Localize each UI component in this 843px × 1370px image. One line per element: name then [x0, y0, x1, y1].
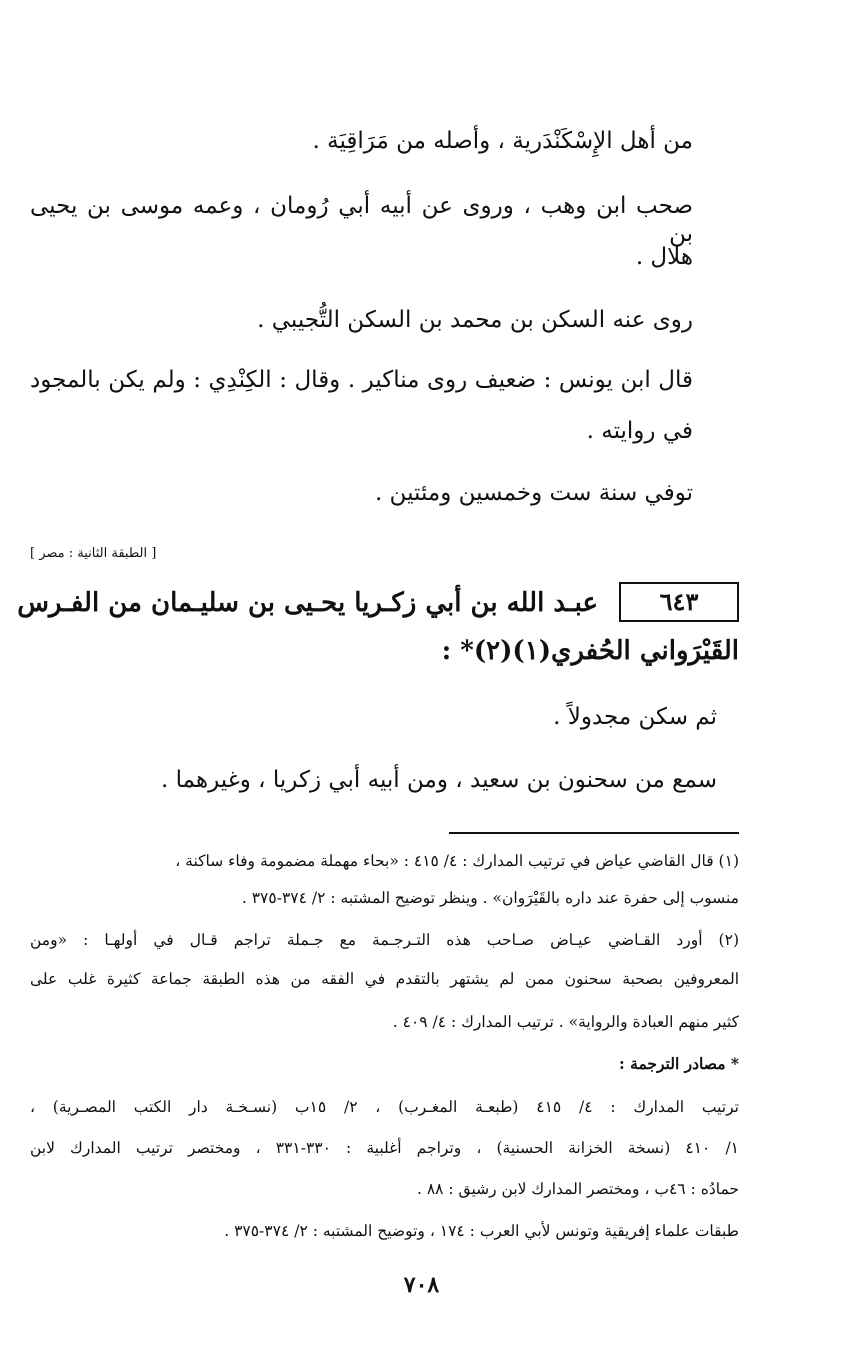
body-line-assessment: قال ابن يونس : ضعيف روى مناكير . وقال : الكِنْدِي : ولم يكن بالمجود — [30, 367, 693, 393]
footnote-1-line-2: منسوب إلى حفرة عند داره بالقَيْرَوان» . وينظر توضيح المشتبه : ٢/ ٣٧٤-٣٧٥ . — [241, 889, 739, 907]
body-line-death: توفي سنة ست وخمسين ومئتين . — [374, 480, 693, 506]
footnote-2-line-2: المعروفين بصحبة سحنون ممن لم يشتهر بالتقدم في الفقه من هذه الطبقة جماعة كثيرة غلب على — [30, 970, 739, 988]
section-label: [ الطبقة الثانية : مصر ] — [30, 546, 157, 561]
entry-line-heard: سمع من سحنون بن سعيد ، ومن أبيه أبي زكريا ، وغيرهما . — [161, 767, 717, 793]
entry-heading-line-1: عبـد الله بن أبي زكـريا يحـيى بن سليـمان من الفـرس — [17, 588, 598, 618]
footnote-2-line-3: كثير منهم العبادة والرواية» . ترتيب المدارك : ٤/ ٤٠٩ . — [392, 1013, 739, 1031]
body-line-companions-end: هلال . — [635, 244, 693, 270]
entry-heading-line-2: القَيْرَواني الحُفري(١)(٢)* : — [441, 636, 739, 666]
entry-number-box: ٦٤٣ — [619, 582, 739, 622]
footnote-2-line-1: (٢) أورد القـاضي عيـاض صـاحب هذه التـرجـمة مع جـملة تراجم قـال في أولهـا : «ومن — [30, 931, 739, 949]
entry-line-settled: ثم سكن مجدولاً . — [553, 704, 717, 730]
body-line-assessment-end: في روايته . — [586, 418, 693, 444]
body-line-narrators: روى عنه السكن بن محمد بن السكن التُّجيبي . — [257, 307, 693, 333]
body-line-companions: صحب ابن وهب ، وروى عن أبيه أبي رُومان ، وعمه موسى بن يحيى بن — [30, 193, 693, 247]
sources-line-4: طبقات علماء إفريقية وتونس لأبي العرب : ١٧٤ ، وتوضيح المشتبه : ٢/ ٣٧٤-٣٧٥ . — [224, 1222, 739, 1240]
sources-line-3: حمادُه : ٤٦ب ، ومختصر المدارك لابن رشيق : ٨٨ . — [416, 1180, 739, 1198]
sources-line-1: ترتيب المدارك : ٤/ ٤١٥ (طبعـة المغـرب) ، ٢/ ١٥ب (نسـخـة دار الكتب المصـرية) ، — [30, 1098, 739, 1116]
page-number: ٧٠٨ — [403, 1272, 440, 1298]
footnote-divider — [449, 832, 739, 834]
sources-heading: * مصادر الترجمة : — [619, 1054, 739, 1073]
sources-line-2: ١/ ٤١٠ (نسخة الخزانة الحسنية) ، وتراجم أغلبية : ٣٣٠-٣٣١ ، ومختصر ترتيب المدارك لابن — [30, 1139, 739, 1157]
footnote-1-line-1: (١) قال القاضي عياض في ترتيب المدارك : ٤/ ٤١٥ : «بحاء مهملة مضمومة وفاء ساكنة ، — [175, 852, 739, 870]
body-line-origin: من أهل الإِسْكَنْدَرية ، وأصله من مَرَاقِيَة . — [312, 128, 693, 154]
